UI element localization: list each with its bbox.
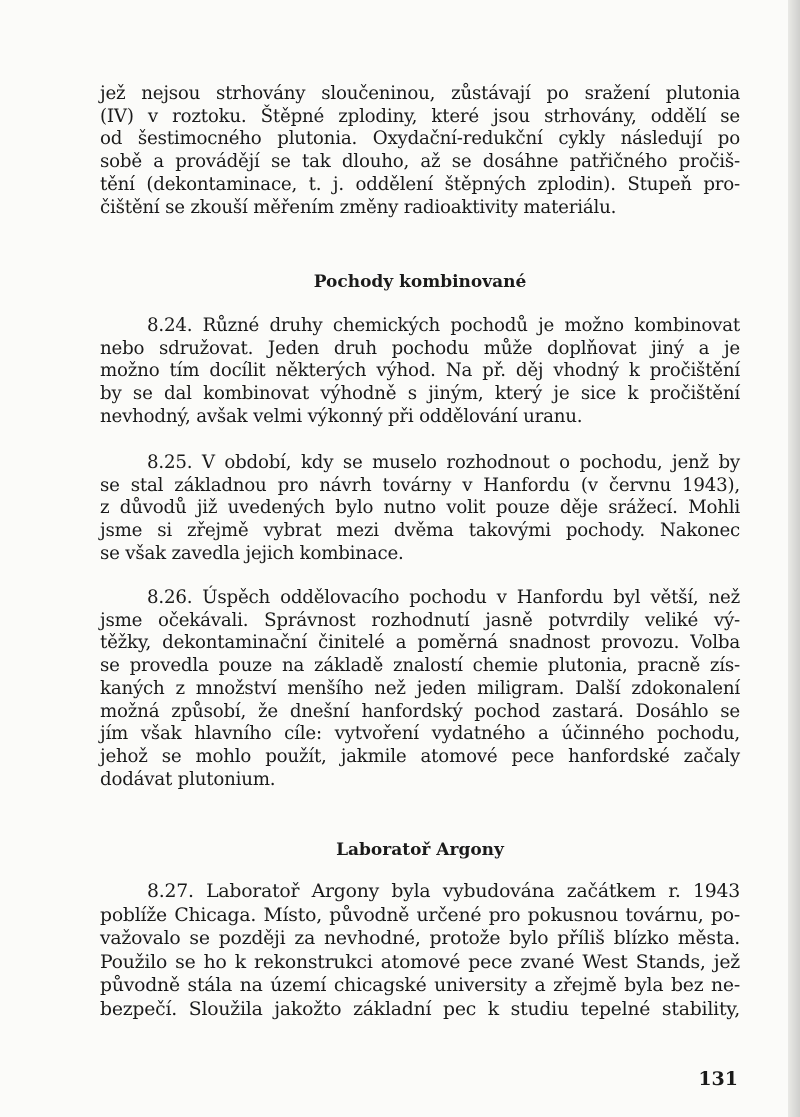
text-line: bezpečí. Sloužila jakožto základní pec k studiu tepelné stability,	[100, 998, 740, 1020]
paragraph-8-24	[100, 315, 740, 429]
text-line: 8.26. Úspěch oddělovacího pochodu v Hanfordu byl větší, než	[147, 587, 740, 608]
paragraph-intro	[100, 83, 740, 219]
text-line: kaných z množství menšího než jeden miligram. Další zdokonalení	[100, 677, 740, 699]
text-line: od šestimocného plutonia. Oxydační-redukční cykly následují po	[100, 128, 740, 150]
text-line: těžky, dekontaminační činitelé a poměrná snadnost provozu. Volba	[100, 632, 740, 654]
paragraph-8-27	[100, 880, 740, 1021]
text-line: možno tím docílit některých výhod. Na př. děj vhodný k pročištění	[100, 360, 740, 382]
text-line: poblíže Chicaga. Místo, původně určené pro pokusnou továrnu, po-	[100, 904, 740, 926]
text-line: jím však hlavního cíle: vytvoření vydatného a účinného pochodu,	[100, 723, 740, 745]
text-line: se však zavedla jejich kombinace.	[100, 542, 404, 564]
text-line: jsme očekávali. Správnost rozhodnutí jasně potvrdily veliké vý-	[100, 609, 740, 631]
text-line: původně stála na území chicagské university a zřejmě byla bez ne-	[100, 975, 740, 996]
text-line: nebo sdružovat. Jeden druh pochodu může doplňovat jiný a je	[100, 337, 740, 359]
page-edge-shadow	[788, 0, 800, 1117]
text-line: by se dal kombinovat výhodně s jiným, který je sice k pročištění	[100, 383, 740, 405]
paragraph-8-26	[100, 587, 740, 791]
text-line: se provedla pouze na základě znalostí chemie plutonia, pracně zís-	[100, 655, 740, 677]
text-line: tění (dekontaminace, t. j. oddělení štěpných zplodin). Stupeň pro-	[100, 173, 740, 195]
section-heading-argony: Laboratoř Argony	[336, 840, 504, 860]
text-line: čištění se zkouší měřením změny radioaktivity materiálu.	[100, 196, 617, 218]
text-line: sobě a provádějí se tak dlouho, až se dosáhne patřičného pročiš-	[100, 151, 740, 173]
text-line: dodávat plutonium.	[100, 768, 276, 790]
text-line: 8.27. Laboratoř Argony byla vybudována začátkem r. 1943	[147, 881, 740, 902]
text-line: možná způsobí, že dnešní hanfordský pochod zastará. Dosáhlo se	[100, 700, 740, 722]
text-line: Použilo se ho k rekonstrukci atomové pece zvané West Stands, jež	[100, 951, 740, 973]
section-heading-combined: Pochody kombinované	[313, 272, 527, 292]
text-line: nevhodný, avšak velmi výkonný při oddělování uranu.	[100, 405, 583, 427]
page-number: 131	[698, 1068, 738, 1090]
text-line: 8.25. V období, kdy se muselo rozhodnout o pochodu, jenž by	[147, 452, 740, 473]
paragraph-8-25	[100, 452, 740, 566]
text-line: jehož se mohlo použít, jakmile atomové pece hanfordské začaly	[100, 745, 740, 767]
text-line: važovalo se později za nevhodné, protože bylo příliš blízko města.	[100, 928, 740, 949]
text-line: z důvodů již uvedených bylo nutno volit pouze děje srážecí. Mohli	[100, 497, 740, 519]
text-line: 8.24. Různé druhy chemických pochodů je možno kombinovat	[147, 315, 740, 336]
text-line: (IV) v roztoku. Štěpné zplodiny, které jsou strhovány, oddělí se	[100, 105, 740, 127]
text-line: jež nejsou strhovány sloučeninou, zůstávají po sražení plutonia	[100, 83, 740, 104]
text-line: se stal základnou pro návrh továrny v Hanfordu (v červnu 1943),	[100, 474, 740, 496]
text-line: jsme si zřejmě vybrat mezi dvěma takovými pochody. Nakonec	[100, 520, 740, 542]
